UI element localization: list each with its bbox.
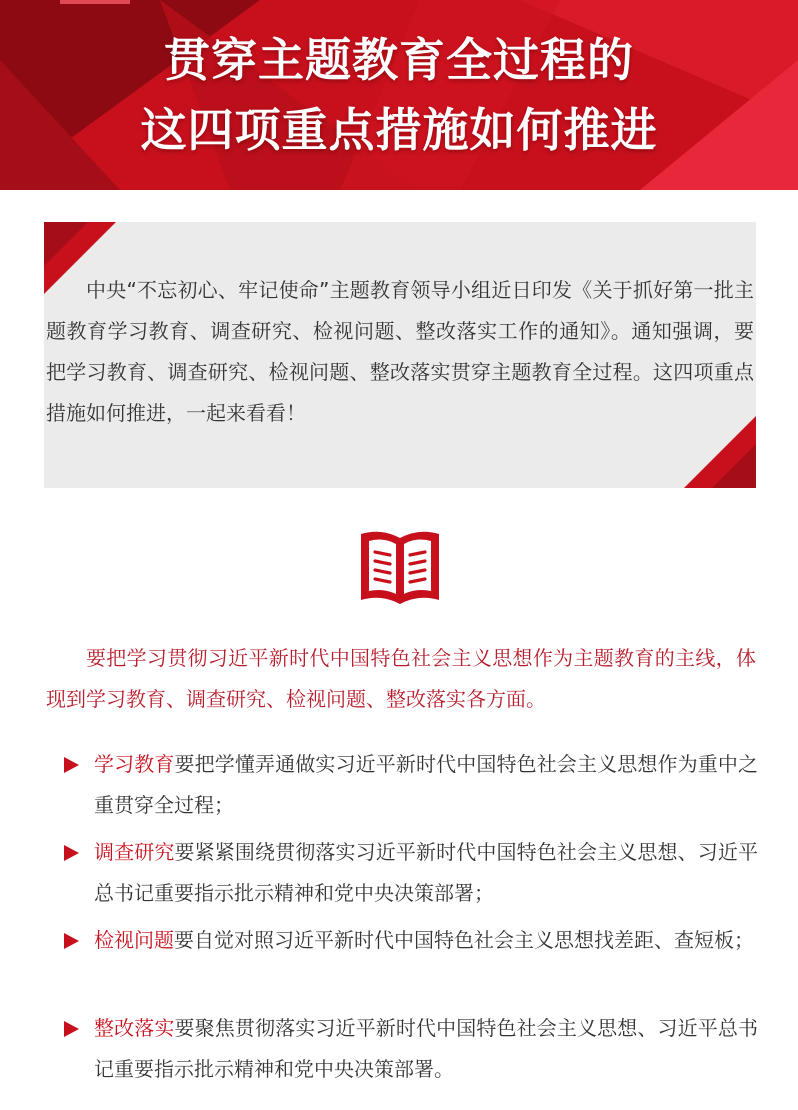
measure-description: 要自觉对照习近平新时代中国特色社会主义思想找差距、查短板； bbox=[174, 928, 754, 952]
measure-text bbox=[94, 1008, 758, 1090]
measure-text bbox=[94, 744, 758, 826]
measure-text bbox=[94, 920, 758, 961]
triangle-bullet-icon bbox=[64, 933, 79, 949]
measure-description: 要把学懂弄通做实习近平新时代中国特色社会主义思想作为重中之重贯穿全过程； bbox=[94, 752, 758, 817]
triangle-bullet-icon bbox=[64, 845, 79, 861]
measure-text bbox=[94, 832, 758, 914]
intro-paragraph: 中央“不忘初心、牢记使命”主题教育领导小组近日印发《关于抓好第一批主题教育学习教育、调查研究、检视问题、整改落实工作的通知》。通知强调，要把学习教育、调查研究、检视问题、整改落实贯穿主题教育全过程。这四项重点措施如何推进，一起来看看！ bbox=[46, 278, 754, 425]
measure-label: 整改落实 bbox=[94, 1016, 175, 1040]
intro-box bbox=[44, 222, 756, 488]
triangle-bullet-icon bbox=[64, 1021, 79, 1037]
triangle-bullet-icon bbox=[64, 757, 79, 773]
page-title-line-1: 贯穿主题教育全过程的 bbox=[164, 33, 634, 87]
book-icon bbox=[357, 524, 443, 610]
measure-label: 调查研究 bbox=[94, 840, 175, 864]
page-title-line-2: 这四项重点措施如何推进 bbox=[140, 103, 658, 157]
measure-description: 要紧紧围绕贯彻落实习近平新时代中国特色社会主义思想、习近平总书记重要指示批示精神和党中央决策部署； bbox=[94, 840, 758, 905]
lead-paragraph: 要把学习贯彻习近平新时代中国特色社会主义思想作为主题教育的主线，体现到学习教育、调查研究、检视问题、整改落实各方面。 bbox=[46, 646, 756, 711]
measure-label: 检视问题 bbox=[94, 928, 174, 952]
measure-label: 学习教育 bbox=[94, 752, 175, 776]
measure-description: 要聚焦贯彻落实习近平新时代中国特色社会主义思想、习近平总书记重要指示批示精神和党中央决策部署。 bbox=[94, 1016, 758, 1081]
header-banner bbox=[0, 0, 798, 190]
